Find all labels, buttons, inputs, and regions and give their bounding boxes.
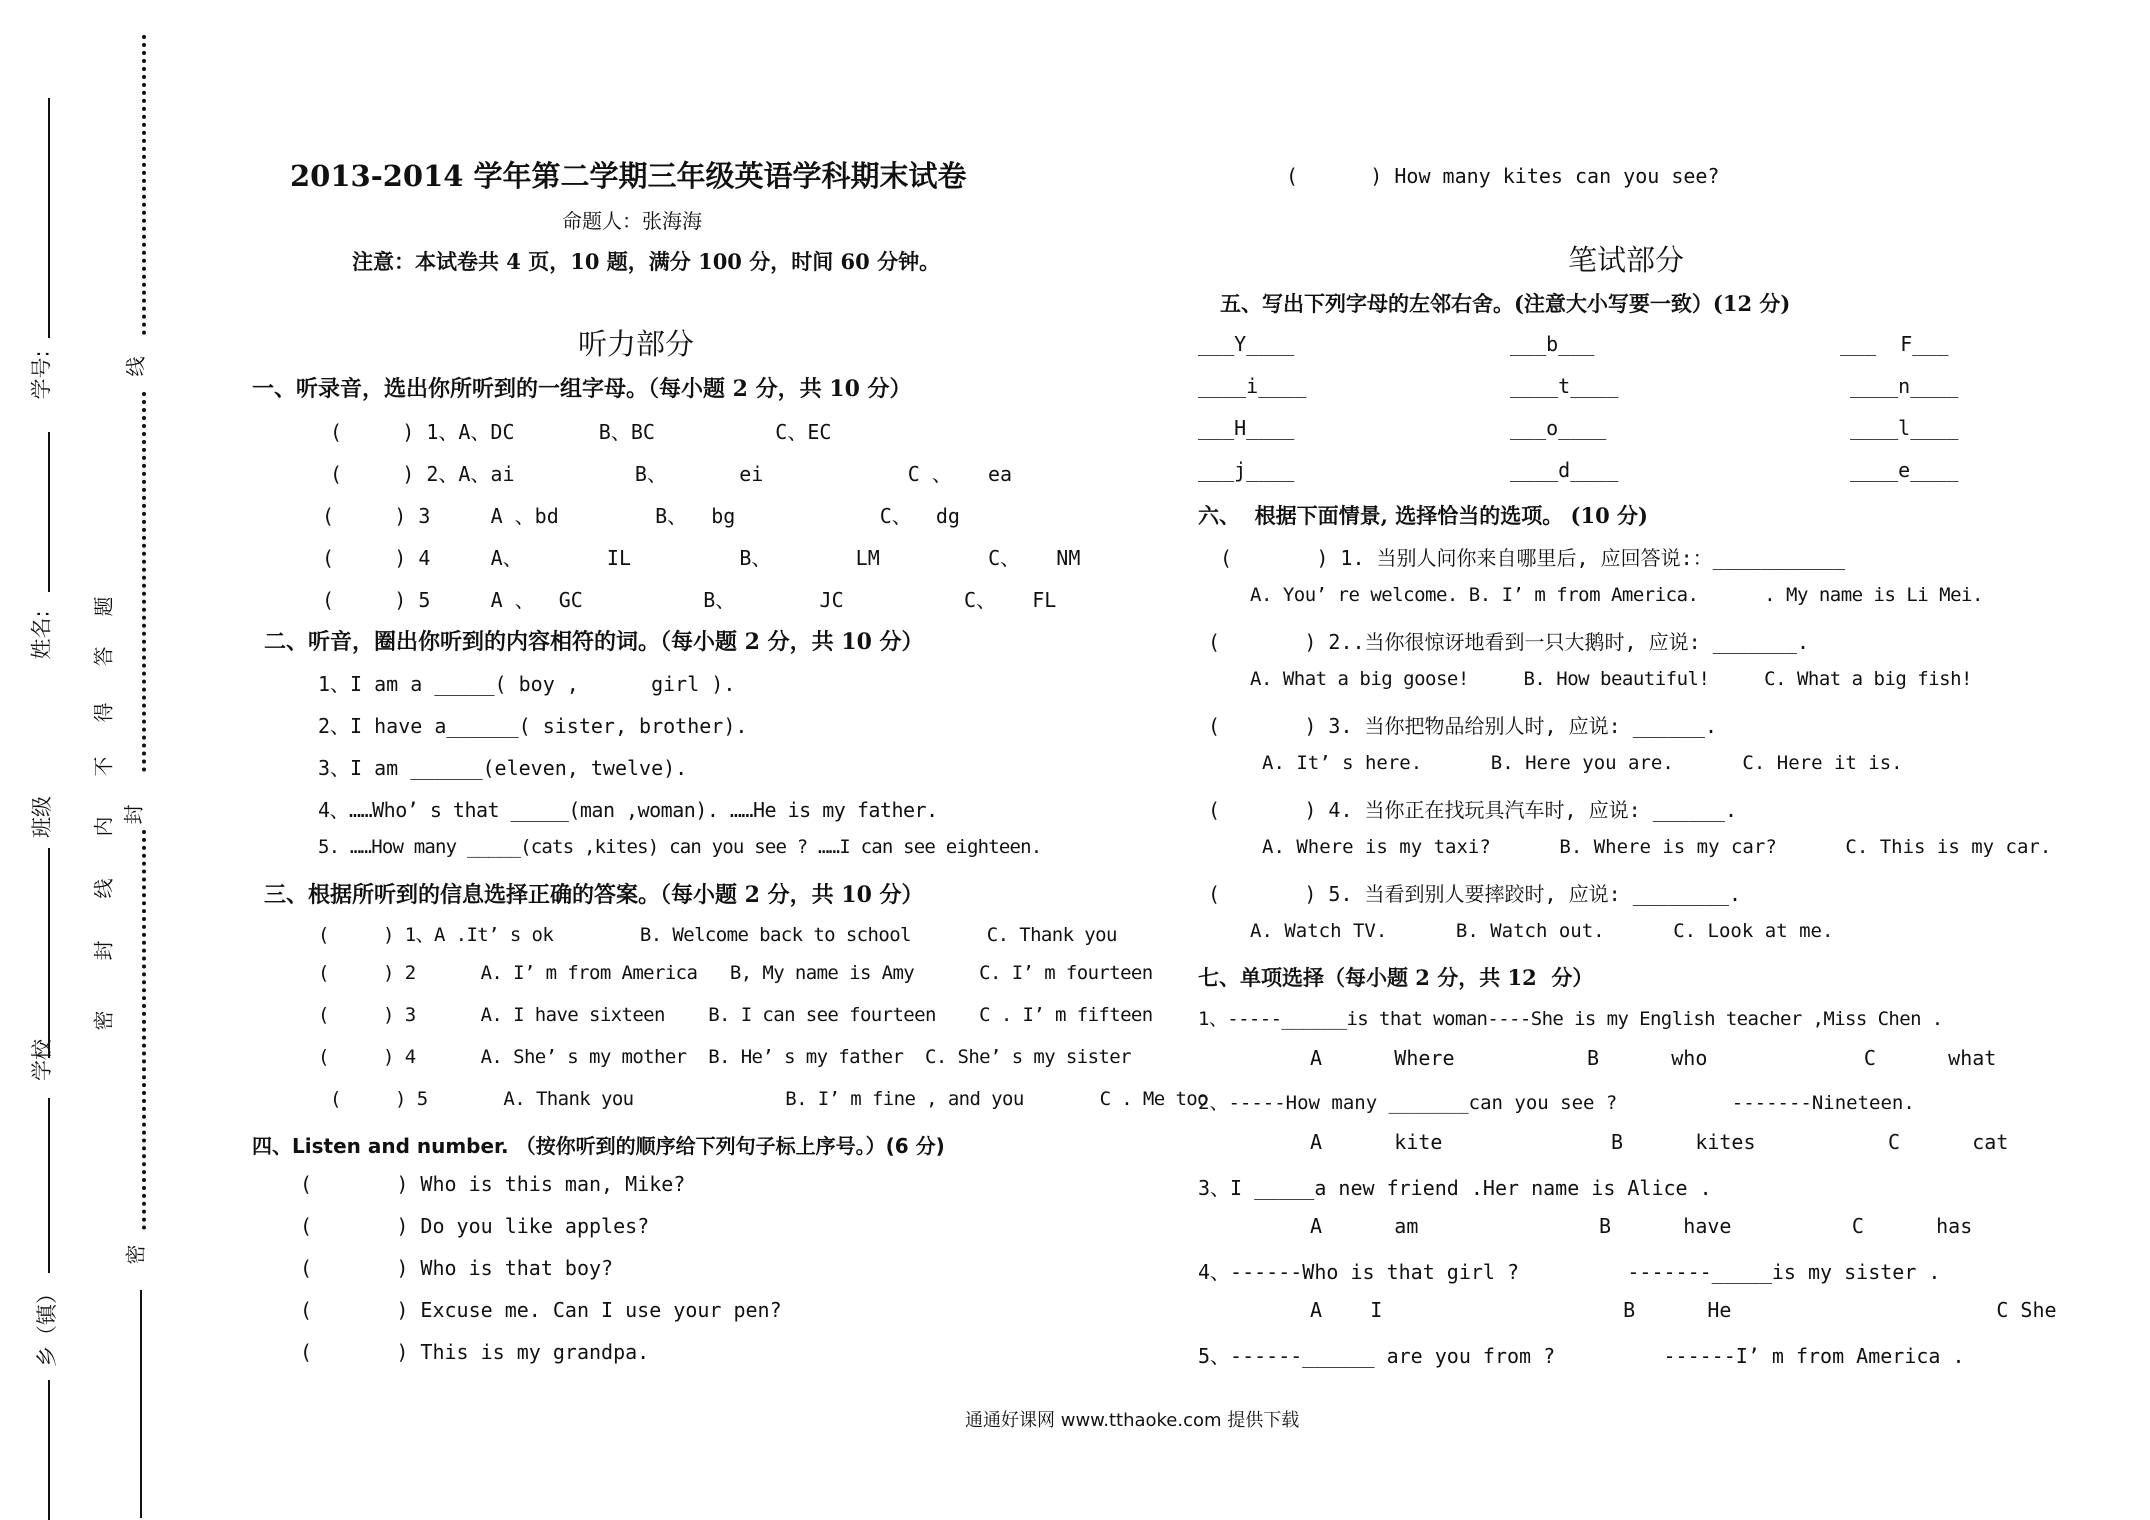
letter-blank: ____l____: [1850, 416, 1959, 440]
s1-item: ( ) 5 A 、 GC B、 JC C、 FL: [322, 588, 1057, 612]
s3-item: ( ) 2 A. I’ m from America B, My name is Amy C. I’ m fourteen: [318, 962, 1153, 984]
s2-item: 3、I am ______(eleven, twelve).: [318, 756, 688, 780]
class-label: 班级: [30, 796, 54, 838]
s4-item: ( ) Who is that boy?: [300, 1256, 614, 1280]
section-7-title: 七、单项选择（每小题 2 分，共 12 分）: [1198, 965, 1594, 990]
written-heading: 笔试部分: [1568, 243, 1685, 277]
s7-question: 4、------Who is that girl ? -------_____is my sister .: [1198, 1260, 1941, 1284]
s6-question: ( ) 3. 当你把物品给别人时, 应说: ______.: [1208, 714, 1717, 738]
s2-item: 4、……Who’ s that _____(man ,woman). ……He is my father.: [318, 798, 938, 822]
s4-item: ( ) Excuse me. Can I use your pen?: [300, 1298, 782, 1322]
s3-item: ( ) 3 A. I have sixteen B. I can see fourteen C . I’ m fifteen: [318, 1004, 1153, 1026]
letter-blank: ___j____: [1198, 458, 1295, 482]
continued-item: ( ) How many kites can you see?: [1286, 164, 1720, 188]
s6-options: A. Watch TV. B. Watch out. C. Look at me.: [1250, 920, 1834, 942]
seal-char: 题: [91, 596, 116, 617]
exam-title: 2013-2014 学年第二学期三年级英语学科期末试卷: [290, 159, 967, 193]
s6-options: A. What a big goose! B. How beautiful! C. What a big fish!: [1250, 668, 1972, 690]
s7-options: A kite B kites C cat: [1310, 1130, 2009, 1154]
seal-char: 线: [91, 878, 116, 899]
seal-char: 内: [91, 816, 116, 837]
exam-author: 命题人：张海海: [562, 209, 702, 233]
letter-blank: ____t____: [1510, 374, 1619, 398]
seal-char: 答: [91, 646, 116, 667]
s7-question: 2、-----How many _______can you see ? -------Nineteen.: [1198, 1092, 1915, 1114]
s1-item: ( ) 4 A、 IL B、 LM C、 NM: [322, 546, 1081, 570]
s6-question: ( ) 4. 当你正在找玩具汽车时, 应说: ______.: [1208, 798, 1737, 822]
seal-char: 密: [91, 1010, 116, 1031]
letter-blank: ____e____: [1850, 458, 1959, 482]
s4-item: ( ) This is my grandpa.: [300, 1340, 650, 1364]
s3-item: ( ) 1、A .It’ s ok B. Welcome back to school C. Thank you: [318, 924, 1117, 946]
letter-blank: ___o____: [1510, 416, 1607, 440]
s7-question: 1、-----______is that woman----She is my English teacher ,Miss Chen .: [1198, 1008, 1943, 1030]
binding-solid-line: [48, 1380, 50, 1520]
s1-item: ( ) 3 A 、bd B、 bg C、 dg: [322, 504, 960, 528]
name-label: 姓名:: [29, 610, 54, 660]
s6-options: A. Where is my taxi? B. Where is my car? C. This is my car.: [1262, 836, 2052, 858]
listening-heading: 听力部分: [578, 327, 695, 361]
seal-char: 密: [123, 1244, 148, 1265]
section-2-title: 二、听音，圈出你听到的内容相符的词。（每小题 2 分，共 10 分）: [264, 629, 924, 655]
seal-dotted-line: [142, 35, 146, 335]
s2-item: 5. ……How many _____(cats ,kites) can you see ? ……I can see eighteen.: [318, 836, 1042, 858]
s7-options: A am B have C has: [1310, 1214, 1973, 1238]
letter-blank: ___ F___: [1840, 332, 1949, 356]
s3-item: ( ) 5 A. Thank you B. I’ m fine , and you C . Me too: [330, 1088, 1208, 1110]
s1-item: ( ) 2、A、ai B、 ei C 、 ea: [330, 462, 1013, 486]
s7-question: 5、------______ are you from ? ------I’ m from America .: [1198, 1344, 1965, 1368]
student-id-label: 学号:: [29, 350, 54, 400]
s4-item: ( ) Who is this man, Mike?: [300, 1172, 686, 1196]
letter-blank: ___Y____: [1198, 332, 1295, 356]
letter-blank: ____i____: [1198, 374, 1307, 398]
s6-options: A. You’ re welcome. B. I’ m from America. . My name is Li Mei.: [1250, 584, 1983, 606]
seal-dotted-line: [142, 830, 146, 1230]
s2-item: 2、I have a______( sister, brother).: [318, 714, 748, 738]
s2-item: 1、I am a _____( boy , girl ).: [318, 672, 736, 696]
seal-char: 线: [123, 356, 148, 377]
letter-blank: ____n____: [1850, 374, 1959, 398]
section-4-title: 四、Listen and number. （按你听到的顺序给下列句子标上序号。）(6 分): [252, 1134, 945, 1158]
seal-char: 封: [91, 940, 116, 961]
section-1-title: 一、听录音，选出你所听到的一组字母。（每小题 2 分，共 10 分）: [252, 376, 912, 402]
s6-question: ( ) 5. 当看到别人要摔跤时, 应说: ________.: [1208, 882, 1742, 906]
s6-options: A. It’ s here. B. Here you are. C. Here it is.: [1262, 752, 1903, 774]
s1-item: ( ) 1、A、DC B、BC C、EC: [330, 420, 832, 444]
seal-dotted-line: [142, 392, 146, 772]
s6-question: ( ) 1. 当别人问你来自哪里后, 应回答说:：___________: [1220, 546, 1846, 570]
s7-options: A Where B who C what: [1310, 1046, 1997, 1070]
s4-item: ( ) Do you like apples?: [300, 1214, 650, 1238]
footer-source: 通通好课网 www.tthaoke.com 提供下载: [965, 1410, 1300, 1431]
section-6-title: 六、 根据下面情景, 选择恰当的选项。 (10 分): [1198, 503, 1648, 528]
binding-solid-line: [48, 1098, 50, 1273]
letter-blank: ___b___: [1510, 332, 1595, 356]
letter-blank: ___H____: [1198, 416, 1295, 440]
township-label: 乡（镇）: [35, 1283, 59, 1367]
letter-blank: ____d____: [1510, 458, 1619, 482]
binding-solid-line: [48, 432, 50, 592]
exam-notice: 注意：本试卷共 4 页，10 题，满分 100 分，时间 60 分钟。: [352, 249, 941, 274]
binding-solid-line: [48, 848, 50, 1058]
school-label: 学校: [30, 1039, 54, 1081]
s6-question: ( ) 2..当你很惊讶地看到一只大鹅时, 应说: _______.: [1208, 630, 1810, 654]
s3-item: ( ) 4 A. She’ s my mother B. He’ s my father C. She’ s my sister: [318, 1046, 1131, 1068]
seal-char: 不: [91, 756, 116, 777]
seal-char: 得: [91, 702, 116, 723]
s7-question: 3、I _____a new friend .Her name is Alice .: [1198, 1176, 1712, 1200]
section-3-title: 三、根据所听到的信息选择正确的答案。（每小题 2 分，共 10 分）: [264, 882, 924, 908]
binding-solid-line: [48, 98, 50, 338]
section-5-title: 五、写出下列字母的左邻右舍。(注意大小写要一致）(12 分): [1220, 291, 1791, 316]
s7-options: A I B He C She: [1310, 1298, 2057, 1322]
binding-right-line: [140, 1290, 142, 1518]
seal-char: 封: [121, 804, 146, 825]
